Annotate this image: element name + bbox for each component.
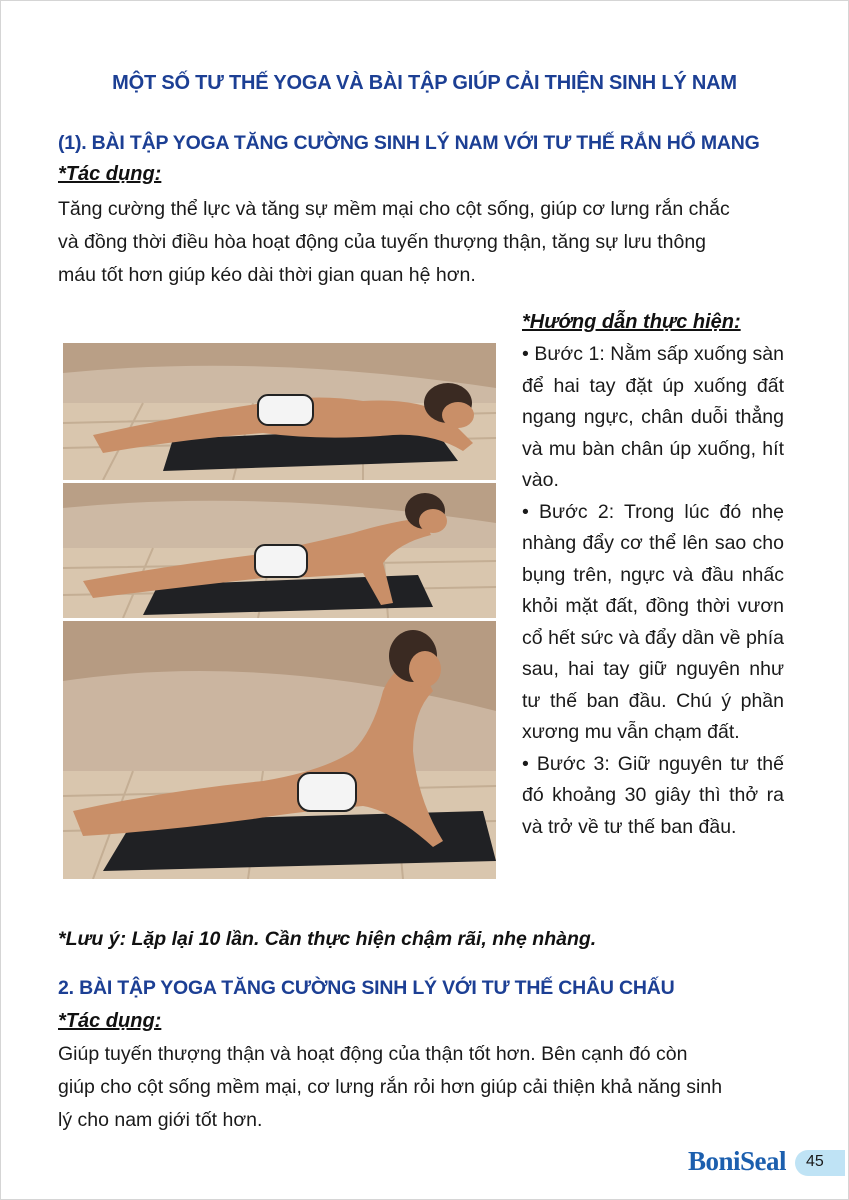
section1-effect-line: Tăng cường thể lực và tăng sự mềm mại cho cột sống, giúp cơ lưng rắn chắc	[58, 198, 730, 220]
section1-heading: (1). BÀI TẬP YOGA TĂNG CƯỜNG SINH LÝ NAM VỚI TƯ THẾ RẮN HỔ MANG	[58, 132, 760, 154]
section2-effect-line: Giúp tuyến thượng thận và hoạt động của thận tốt hơn. Bên cạnh đó còn	[58, 1043, 688, 1065]
step-2: • Bước 2: Trong lúc đó nhẹ nhàng đẩy cơ thể lên sao cho bụng trên, ngực và đầu nhấc khỏi mặt đất, đồng thời vươn cổ hết sức và đẩy dần về phía sau, hai tay giữ nguyên như tư thế ban đầu. Chú ý phần xương mu vẫn chạm đất.	[522, 500, 784, 743]
section2-effect-line: giúp cho cột sống mềm mại, cơ lưng rắn rỏi hơn giúp cải thiện khả năng sinh	[58, 1076, 723, 1098]
step-3: • Bước 3: Giữ nguyên tư thế đó khoảng 30 giây thì thở ra và trở về tư thế ban đầu.	[522, 752, 784, 838]
guide-label: *Hướng dẫn thực hiện:	[522, 311, 741, 333]
photo-step-1	[63, 343, 496, 480]
page-number: 45	[806, 1153, 824, 1170]
note: *Lưu ý: Lặp lại 10 lần. Cần thực hiện chậm rãi, nhẹ nhàng.	[58, 928, 597, 950]
page-title: MỘT SỐ TƯ THẾ YOGA VÀ BÀI TẬP GIÚP CẢI THIỆN SINH LÝ NAM	[112, 72, 737, 94]
section2-effect-text	[58, 1038, 798, 1137]
section1-effect-text	[58, 193, 798, 292]
photo-step-2	[63, 483, 496, 618]
section1-effect-line: và đồng thời điều hòa hoạt động của tuyến thượng thận, tăng sự lưu thông	[58, 231, 707, 253]
section2-effect-label: *Tác dụng:	[58, 1010, 162, 1032]
photo-step-2-image	[63, 483, 496, 618]
section2-effect-line: lý cho nam giới tốt hơn.	[58, 1109, 263, 1131]
photo-step-3	[63, 621, 496, 879]
section2-heading: 2. BÀI TẬP YOGA TĂNG CƯỜNG SINH LÝ VỚI TƯ THẾ CHÂU CHẤU	[58, 977, 675, 999]
section1-effect-line: máu tốt hơn giúp kéo dài thời gian quan hệ hơn.	[58, 264, 476, 286]
section1-effect-label: *Tác dụng:	[58, 163, 162, 185]
photo-step-1-image	[63, 343, 496, 480]
brand-logo: BoniSeal	[688, 1146, 787, 1176]
step-1: • Bước 1: Nằm sấp xuống sàn để hai tay đặt úp xuống đất ngang ngực, chân duỗi thẳng và mu bàn chân úp xuống, hít vào.	[522, 343, 784, 491]
steps-list	[522, 339, 784, 843]
photo-step-3-image	[63, 621, 496, 879]
